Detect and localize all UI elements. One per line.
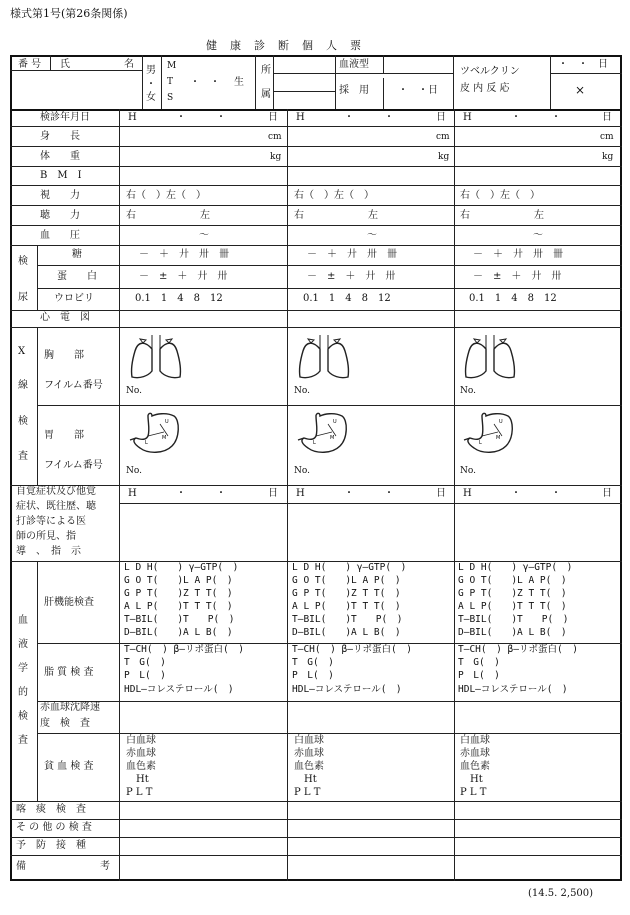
blood-pressure-label: 血 圧 <box>40 230 80 241</box>
lipid-line-2: T G( ) <box>458 657 500 668</box>
urine-label-1: 検 <box>18 256 28 267</box>
anemia-line-1: 白血球 <box>126 735 156 746</box>
svg-text:U: U <box>333 419 337 425</box>
lungs-icon <box>128 331 184 383</box>
symptoms-date-day: 日 <box>268 488 278 499</box>
liver-line-1: L D H( ) γ―GTP( ) <box>292 562 407 573</box>
symptoms-date-h: H <box>296 488 305 499</box>
sex-female: 女 <box>146 92 156 103</box>
film-number-label-chest: フイルム番号 <box>44 380 103 391</box>
affiliation-char-1: 所 <box>261 65 271 76</box>
anemia-line-4: Ht <box>294 774 317 785</box>
liver-line-2: G O T( )L A P( ) <box>458 575 567 586</box>
liver-line-2: G O T( )L A P( ) <box>124 575 233 586</box>
stomach-label: 胃 部 <box>44 430 84 441</box>
liver-line-6: D―BIL( )A L B( ) <box>124 627 233 638</box>
exam-date-h: H <box>296 112 305 123</box>
number-label: 番 号 <box>18 59 42 70</box>
urobilin-scale: 0.1 1 4 8 12 <box>469 293 557 304</box>
lipid-line-3: P L( ) <box>292 670 334 681</box>
tuberculin-mark: × <box>575 83 586 97</box>
xray-label-2: 線 <box>18 380 28 391</box>
protein-label: 蛋 白 <box>57 271 97 282</box>
bmi-label: B M I <box>40 170 82 181</box>
sugar-label: 糖 <box>72 249 82 260</box>
liver-line-5: T―BIL( )T P( ) <box>292 614 403 625</box>
lipid-line-3: P L( ) <box>124 670 166 681</box>
exam-date-day: 日 <box>436 112 446 123</box>
liver-line-4: A L P( )T T T( ) <box>292 601 401 612</box>
svg-text:M: M <box>330 435 335 441</box>
ecg-label: 心 電 図 <box>40 312 90 323</box>
blood-label-2: 液 <box>18 639 28 650</box>
lungs-icon <box>462 331 518 383</box>
anemia-line-1: 白血球 <box>460 735 490 746</box>
symptoms-label-1: 自覚症状及び他覚 <box>16 486 96 497</box>
sugar-scale: － ＋ 廾 卅 卌 <box>473 249 563 260</box>
height-unit: cm <box>436 132 450 142</box>
urobilin-scale: 0.1 1 4 8 12 <box>135 293 223 304</box>
lipid-line-1: T―CH( ) β―リポ蛋白( ) <box>124 644 244 655</box>
height-unit: cm <box>600 132 614 142</box>
protein-scale: － ± ＋ 廾 卅 <box>307 271 396 282</box>
tuberculin-label-2: 皮 内 反 応 <box>460 83 510 94</box>
esr-label-2: 度 検 査 <box>40 718 90 729</box>
stomach-film-no: No. <box>294 466 310 476</box>
era-m: M <box>167 61 177 71</box>
stomach-film-no: No. <box>460 466 476 476</box>
liver-line-6: D―BIL( )A L B( ) <box>292 627 401 638</box>
blood-pressure-value: ～ <box>199 230 209 241</box>
tuberculin-label-1: ツベルクリン <box>460 66 520 77</box>
weight-label: 体 重 <box>40 151 80 162</box>
vision-value: 右（ ）左（ ） <box>126 190 206 201</box>
svg-text:L: L <box>479 440 482 446</box>
blood-label-3: 学 <box>18 663 28 674</box>
symptoms-date-dots: ・ ・ <box>344 488 394 499</box>
anemia-line-1: 白血球 <box>294 735 324 746</box>
height-label: 身 長 <box>40 131 80 142</box>
lipid-line-1: T―CH( ) β―リポ蛋白( ) <box>458 644 578 655</box>
sex-male: 男 <box>146 65 156 76</box>
era-s: S <box>167 93 174 103</box>
name-label-2: 名 <box>124 59 134 70</box>
blood-type-label: 血液型 <box>339 59 369 70</box>
stomach-icon <box>460 410 516 456</box>
symptoms-date-h: H <box>463 488 472 499</box>
lipid-line-4: HDL―コレステロール( ) <box>124 684 234 695</box>
chest-film-no: No. <box>460 386 476 396</box>
lipid-line-2: T G( ) <box>124 657 166 668</box>
chest-film-no: No. <box>294 386 310 396</box>
hearing-left: 左 <box>368 210 378 221</box>
stomach-icon <box>126 410 182 456</box>
protein-scale: － ± ＋ 廾 卅 <box>473 271 562 282</box>
symptoms-date-day: 日 <box>436 488 446 499</box>
lipid-label: 脂 質 検 査 <box>44 667 94 678</box>
lungs-icon <box>296 331 352 383</box>
lipid-line-2: T G( ) <box>292 657 334 668</box>
xray-label-4: 査 <box>18 451 28 462</box>
exam-date-day: 日 <box>602 112 612 123</box>
hearing-right: 右 <box>294 210 304 221</box>
chest-film-no: No. <box>126 386 142 396</box>
hearing-right: 右 <box>460 210 470 221</box>
anemia-line-3: 血色素 <box>126 761 156 772</box>
exam-date-dots: ・ ・ <box>176 112 226 123</box>
lipid-line-4: HDL―コレステロール( ) <box>458 684 568 695</box>
blood-label-4: 的 <box>18 687 28 698</box>
film-number-label-stomach: フイルム番号 <box>44 460 103 471</box>
liver-line-2: G O T( )L A P( ) <box>292 575 401 586</box>
protein-scale: － ± ＋ 廾 卅 <box>139 271 228 282</box>
anemia-line-2: 赤血球 <box>126 748 156 759</box>
hearing-right: 右 <box>126 210 136 221</box>
stomach-icon <box>294 410 350 456</box>
form-title: 健 康 診 断 個 人 票 <box>206 39 362 52</box>
name-label: 氏 <box>60 59 70 70</box>
birth-suffix: 生 <box>234 77 244 88</box>
era-t: T <box>167 77 174 87</box>
affiliation-char-2: 属 <box>261 89 271 100</box>
symptoms-label-5: 導 、 指 示 <box>16 546 81 557</box>
symptoms-date-dots: ・ ・ <box>176 488 226 499</box>
vaccination-label: 予 防 接 種 <box>16 840 86 851</box>
svg-text:M: M <box>162 435 167 441</box>
lipid-line-4: HDL―コレステロール( ) <box>292 684 402 695</box>
exam-date-label: 検診年月日 <box>40 112 90 123</box>
liver-line-5: T―BIL( )T P( ) <box>124 614 235 625</box>
exam-date-dots: ・ ・ <box>344 112 394 123</box>
vision-value: 右（ ）左（ ） <box>460 190 540 201</box>
lipid-line-1: T―CH( ) β―リポ蛋白( ) <box>292 644 412 655</box>
symptoms-date-day: 日 <box>602 488 612 499</box>
anemia-line-3: 血色素 <box>294 761 324 772</box>
chest-label: 胸 部 <box>44 350 84 361</box>
liver-line-3: G P T( )Z T T( ) <box>458 588 567 599</box>
other-tests-label: そ の 他 の 検 査 <box>16 822 92 833</box>
blood-label-6: 査 <box>18 735 28 746</box>
anemia-line-5: P L T <box>126 787 153 798</box>
anemia-line-5: P L T <box>460 787 487 798</box>
footer-note: (14.5. 2,500) <box>528 888 594 899</box>
liver-line-6: D―BIL( )A L B( ) <box>458 627 567 638</box>
xray-label-1: X <box>18 346 26 357</box>
symptoms-label-3: 打診等による医 <box>16 516 86 527</box>
exam-date-h: H <box>463 112 472 123</box>
tuberculin-date: ・ ・ 日 <box>558 59 608 70</box>
sugar-scale: － ＋ 廾 卅 卌 <box>139 249 229 260</box>
weight-unit: kg <box>602 152 614 162</box>
symptoms-label-2: 症状、既往歴、聴 <box>16 501 96 512</box>
liver-line-4: A L P( )T T T( ) <box>124 601 233 612</box>
vision-label: 視 力 <box>40 190 80 201</box>
urobilin-scale: 0.1 1 4 8 12 <box>303 293 391 304</box>
hearing-left: 左 <box>200 210 210 221</box>
svg-text:M: M <box>496 435 501 441</box>
weight-unit: kg <box>438 152 450 162</box>
height-unit: cm <box>268 132 282 142</box>
hearing-left: 左 <box>534 210 544 221</box>
exam-date-h: H <box>128 112 137 123</box>
exam-date-day: 日 <box>268 112 278 123</box>
anemia-label: 貧 血 検 査 <box>44 761 94 772</box>
anemia-line-3: 血色素 <box>460 761 490 772</box>
anemia-line-4: Ht <box>460 774 483 785</box>
liver-line-5: T―BIL( )T P( ) <box>458 614 569 625</box>
svg-text:U: U <box>165 419 169 425</box>
lipid-line-3: P L( ) <box>458 670 500 681</box>
liver-line-1: L D H( ) γ―GTP( ) <box>124 562 239 573</box>
svg-text:L: L <box>145 440 148 446</box>
symptoms-date-dots: ・ ・ <box>511 488 561 499</box>
remarks-label-2: 考 <box>100 861 110 872</box>
stomach-film-no: No. <box>126 466 142 476</box>
esr-label-1: 赤血球沈降速 <box>40 702 100 713</box>
vision-value: 右（ ）左（ ） <box>294 190 374 201</box>
sex-dot: ・ <box>146 79 156 90</box>
hearing-label: 聴 力 <box>40 210 80 221</box>
liver-label: 肝機能検査 <box>44 597 94 608</box>
hired-date: ・ ・日 <box>398 85 438 96</box>
liver-line-3: G P T( )Z T T( ) <box>292 588 401 599</box>
birth-dots: ・ ・ <box>190 77 220 88</box>
urine-label-2: 尿 <box>18 292 28 303</box>
anemia-line-5: P L T <box>294 787 321 798</box>
form-number: 様式第1号(第26条関係) <box>10 7 128 20</box>
xray-label-3: 検 <box>18 416 28 427</box>
anemia-line-4: Ht <box>126 774 149 785</box>
anemia-line-2: 赤血球 <box>460 748 490 759</box>
blood-label-5: 検 <box>18 711 28 722</box>
blood-pressure-value: ～ <box>367 230 377 241</box>
remarks-label-1: 備 <box>16 861 26 872</box>
sputum-label: 喀 痰 検 査 <box>16 804 86 815</box>
blood-label-1: 血 <box>18 615 28 626</box>
exam-date-dots: ・ ・ <box>511 112 561 123</box>
symptoms-label-4: 師の所見、指 <box>16 531 76 542</box>
anemia-line-2: 赤血球 <box>294 748 324 759</box>
sugar-scale: － ＋ 廾 卅 卌 <box>307 249 397 260</box>
liver-line-1: L D H( ) γ―GTP( ) <box>458 562 573 573</box>
liver-line-4: A L P( )T T T( ) <box>458 601 567 612</box>
symptoms-date-h: H <box>128 488 137 499</box>
svg-text:U: U <box>499 419 503 425</box>
svg-text:L: L <box>313 440 316 446</box>
urobilin-label: ウロビリ <box>54 293 94 304</box>
weight-unit: kg <box>270 152 282 162</box>
liver-line-3: G P T( )Z T T( ) <box>124 588 233 599</box>
blood-pressure-value: ～ <box>533 230 543 241</box>
hired-label: 採 用 <box>339 85 369 96</box>
